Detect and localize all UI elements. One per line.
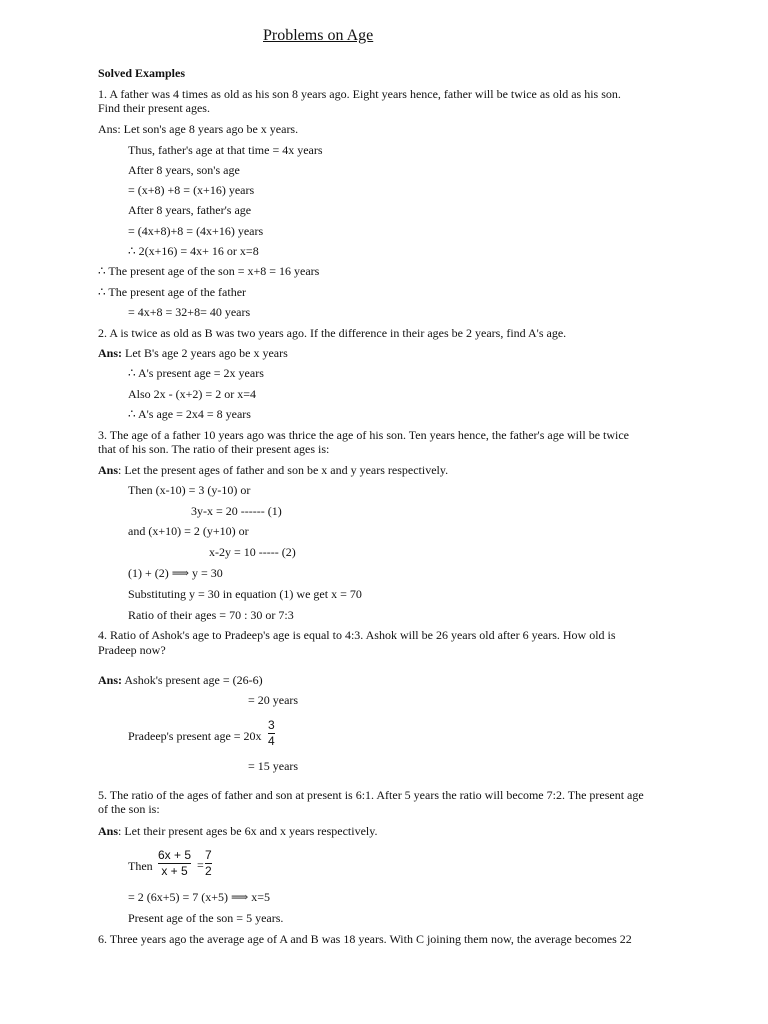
answer-1-step: = (x+8) +8 = (x+16) years: [128, 183, 255, 197]
answer-label: Ans:: [98, 346, 123, 360]
problem-5-text: 5. The ratio of the ages of father and son at present is 6:1. After 5 years the ratio will become 7:2. The present age: [98, 788, 644, 802]
answer-5-text: : Let their present ages be 6x and x years respectively.: [118, 824, 378, 838]
answer-2-result: ∴ A's age = 2x4 = 8 years: [128, 407, 251, 421]
answer-5-step: Then: [128, 859, 153, 873]
answer-1-intro: Ans: Let son's age 8 years ago be x years.: [98, 122, 299, 136]
answer-1-step: ∴ 2(x+16) = 4x+ 16 or x=8: [128, 244, 259, 258]
problem-1-text: 1. A father was 4 times as old as his son 8 years ago. Eight years hence, father will be twice as old as his son.: [98, 87, 621, 101]
answer-2-step: Also 2x - (x+2) = 2 or x=4: [128, 387, 256, 401]
answer-label: Ans:: [98, 673, 123, 687]
answer-label: Ans: [98, 463, 119, 477]
answer-3-text: : Let the present ages of father and son be x and y years respectively.: [118, 463, 449, 477]
fraction-right: [205, 849, 212, 878]
answer-2-text: Let B's age 2 years ago be x years: [122, 346, 288, 360]
fraction-numerator: 6x + 5: [158, 848, 192, 862]
answer-5-result: Present age of the son = 5 years.: [128, 911, 284, 925]
fraction-left: [158, 849, 191, 878]
answer-1-result: = 4x+8 = 32+8= 40 years: [128, 305, 251, 319]
section-heading: Solved Examples: [98, 66, 186, 80]
answer-3-result: Ratio of their ages = 70 : 30 or 7:3: [128, 608, 294, 622]
problem-3-text-cont: that of his son. The ratio of their present ages is:: [98, 442, 330, 456]
problem-5-text-cont: of the son is:: [98, 802, 160, 816]
answer-5-intro: [98, 824, 377, 838]
answer-3-step: (1) + (2) ⟹ y = 30: [128, 566, 223, 580]
fraction-denominator: 2: [205, 864, 212, 878]
answer-1-step: ∴ The present age of the father: [98, 285, 247, 299]
equation-2: x-2y = 10 ----- (2): [209, 545, 296, 559]
answer-4-step: = 20 years: [248, 693, 299, 707]
answer-1-step: After 8 years, father's age: [128, 203, 252, 217]
equation-1: 3y-x = 20 ------ (1): [191, 504, 282, 518]
answer-5-step: = 2 (6x+5) = 7 (x+5) ⟹ x=5: [128, 890, 271, 904]
answer-1-step: ∴ The present age of the son = x+8 = 16 years: [98, 264, 320, 278]
fraction-three-quarters: [268, 719, 275, 748]
answer-4-intro: [98, 673, 263, 687]
answer-3-step: Then (x-10) = 3 (y-10) or: [128, 483, 251, 497]
problem-4-text: 4. Ratio of Ashok's age to Pradeep's age is equal to 4:3. Ashok will be 26 years old after 6 years. How old is: [98, 628, 616, 642]
answer-2-step: ∴ A's present age = 2x years: [128, 366, 264, 380]
page-title: Problems on Age: [263, 27, 374, 44]
fraction-denominator: x + 5: [161, 864, 188, 878]
answer-4-step: Pradeep's present age = 20x: [128, 729, 262, 743]
problem-3-text: 3. The age of a father 10 years ago was thrice the age of his son. Ten years hence, the father's age will be twice: [98, 428, 629, 442]
fraction-denominator: 4: [268, 734, 275, 748]
answer-4-result: = 15 years: [248, 759, 299, 773]
problem-6-text: 6. Three years ago the average age of A and B was 18 years. With C joining them now, the average becomes 22: [98, 932, 632, 946]
problem-4-text-cont: Pradeep now?: [98, 643, 166, 657]
fraction-numerator: 3: [268, 718, 275, 732]
answer-3-step: Substituting y = 30 in equation (1) we get x = 70: [128, 587, 362, 601]
answer-3-step: and (x+10) = 2 (y+10) or: [128, 524, 249, 538]
answer-4-text: Ashok's present age = (26-6): [122, 673, 263, 687]
answer-2-intro: [98, 346, 288, 360]
answer-1-step: Thus, father's age at that time = 4x years: [128, 143, 323, 157]
answer-3-intro: [98, 463, 448, 477]
answer-1-step: After 8 years, son's age: [128, 163, 240, 177]
fraction-numerator: 7: [205, 848, 212, 862]
equals-sign: =: [197, 858, 204, 872]
answer-1-step: = (4x+8)+8 = (4x+16) years: [128, 224, 264, 238]
problem-2-text: 2. A is twice as old as B was two years ago. If the difference in their ages be 2 years, find A's age.: [98, 326, 567, 340]
answer-label: Ans: [98, 824, 119, 838]
problem-1-text-cont: Find their present ages.: [98, 101, 210, 115]
